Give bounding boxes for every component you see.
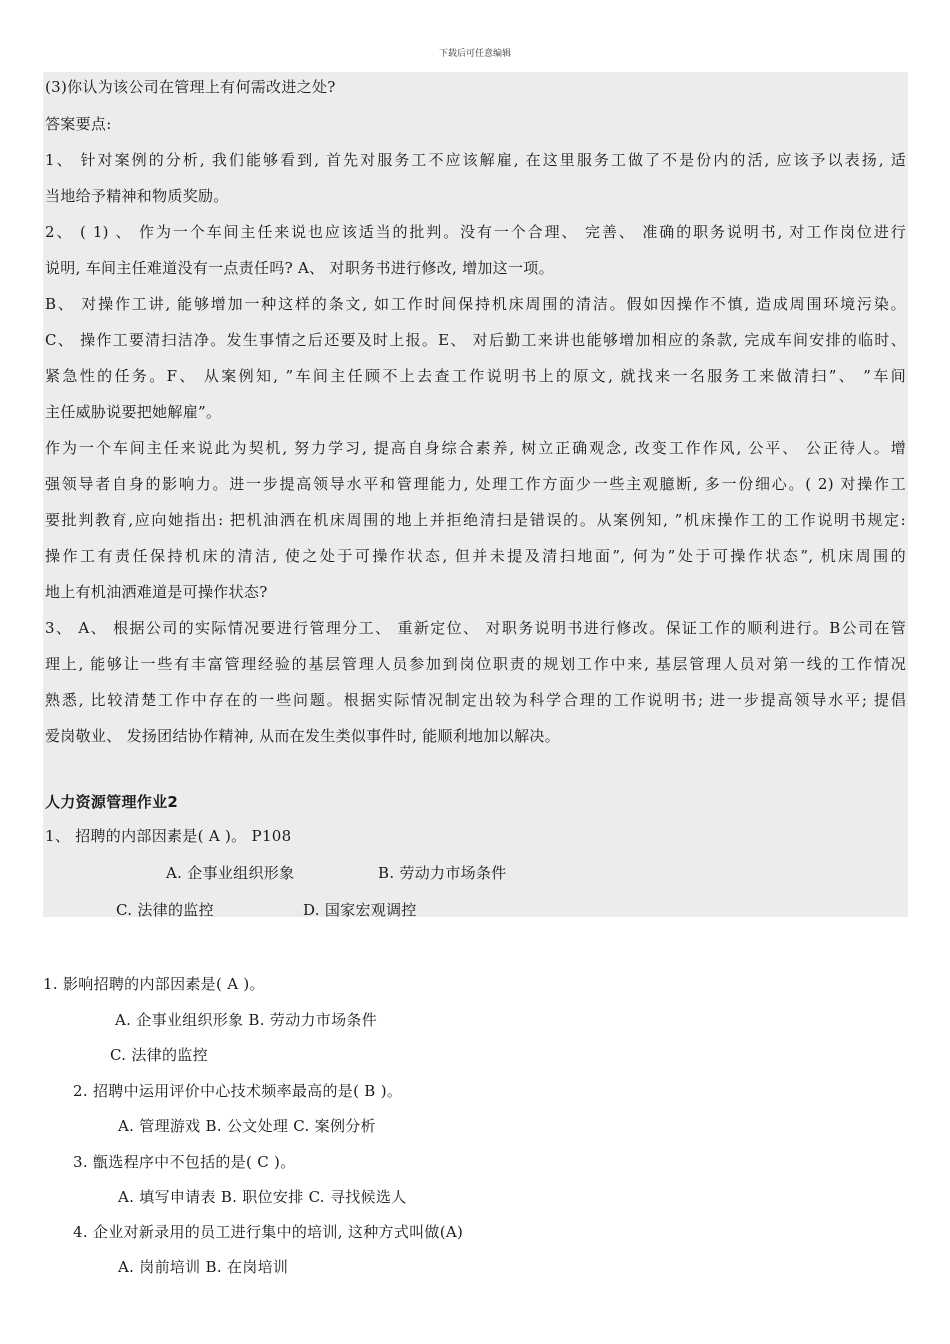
text-line: 熟悉, 比较清楚工作中存在的一些问题。根据实际情况制定出较为科学合理的工作说明书; 进一步提高领导水平; 提倡 (45, 691, 906, 709)
question-1: 1、 招聘的内部因素是( A )。 P108 (45, 827, 292, 845)
text-line: 答案要点: (45, 115, 112, 133)
text-line: 强领导者自身的影响力。进一步提高领导水平和管理能力, 处理工作方面少一些主观臆断, 多一份细心。( 2) 对操作工 (45, 475, 906, 493)
lower-question-3: 3. 甑选程序中不包括的是( C )。 (73, 1153, 296, 1171)
option-b: B. 劳动力市场条件 (378, 864, 507, 882)
option-a: A. 企事业组织形象 (166, 864, 295, 882)
text-line: 3、 A、 根据公司的实际情况要进行管理分工、 重新定位、 对职务说明书进行修改。保证工作的顺利进行。B公司在管 (45, 619, 906, 637)
text-line: 地上有机油洒难道是可操作状态? (45, 583, 268, 601)
text-line: 说明, 车间主任难道没有一点责任吗? A、 对职务书进行修改, 增加这一项。 (45, 259, 554, 277)
lower-q1-options: A. 企事业组织形象 B. 劳动力市场条件 (115, 1011, 377, 1029)
lower-q3-options: A. 填写申请表 B. 职位安排 C. 寻找候选人 (118, 1188, 407, 1206)
text-line: 紧急性的任务。F、 从案例知, ”车间主任顾不上去查工作说明书上的原文, 就找来一名服务工来做清扫”、 ”车间 (45, 367, 906, 385)
text-line: 理上, 能够让一些有丰富管理经验的基层管理人员参加到岗位职责的规划工作中来, 基层管理人员对第一线的工作情况 (45, 655, 906, 673)
text-line: 1、 针对案例的分析, 我们能够看到, 首先对服务工不应该解雇, 在这里服务工做了不是份内的活, 应该予以表扬, 适 (45, 151, 906, 169)
text-line: 爱岗敬业、 发扬团结协作精神, 从而在发生类似事件时, 能顺利地加以解决。 (45, 727, 560, 745)
text-line: C、 操作工要清扫洁净。发生事情之后还要及时上报。E、 对后勤工来讲也能够增加相应的条款, 完成车间安排的临时、 (45, 331, 906, 349)
text-line: 操作工有责任保持机床的清洁, 使之处于可操作状态, 但并未提及清扫地面”, 何为”处于可操作状态”, 机床周围的 (45, 547, 906, 565)
lower-q1-option-c: C. 法律的监控 (110, 1046, 208, 1064)
option-d: D. 国家宏观调控 (303, 901, 417, 919)
option-c: C. 法律的监控 (116, 901, 214, 919)
text-line: 当地给予精神和物质奖励。 (45, 187, 229, 205)
text-line: 作为一个车间主任来说此为契机, 努力学习, 提高自身综合素养, 树立正确观念, 改变工作作风, 公平、 公正待人。增 (45, 439, 906, 457)
lower-question-2: 2. 招聘中运用评价中心技术频率最高的是( B )。 (73, 1082, 403, 1100)
lower-q2-options: A. 管理游戏 B. 公文处理 C. 案例分析 (118, 1117, 376, 1135)
lower-q4-options: A. 岗前培训 B. 在岗培训 (118, 1258, 289, 1276)
answer-section (43, 72, 908, 917)
text-line: B、 对操作工讲, 能够增加一种这样的条文, 如工作时间保持机床周围的清洁。假如因操作不慎, 造成周围环境污染。 (45, 295, 906, 313)
lower-question-4: 4. 企业对新录用的员工进行集中的培训, 这种方式叫做(A) (73, 1223, 464, 1241)
text-line: 要批判教育,应向她指出: 把机油洒在机床周围的地上并拒绝清扫是错误的。从案例知, ”机床操作工的工作说明书规定: (45, 511, 906, 529)
text-line: 2、 ( 1) 、 作为一个车间主任来说也应该适当的批判。没有一个合理、 完善、 准确的职务说明书, 对工作岗位进行 (45, 223, 906, 241)
text-line: 主任威胁说要把她解雇”。 (45, 403, 222, 421)
lower-question-1: 1. 影响招聘的内部因素是( A )。 (43, 975, 265, 993)
text-line: (3)你认为该公司在管理上有何需改进之处? (45, 78, 336, 96)
section-title: 人力资源管理作业2 (45, 793, 179, 811)
page-header-note: 下载后可任意编辑 (438, 49, 511, 59)
